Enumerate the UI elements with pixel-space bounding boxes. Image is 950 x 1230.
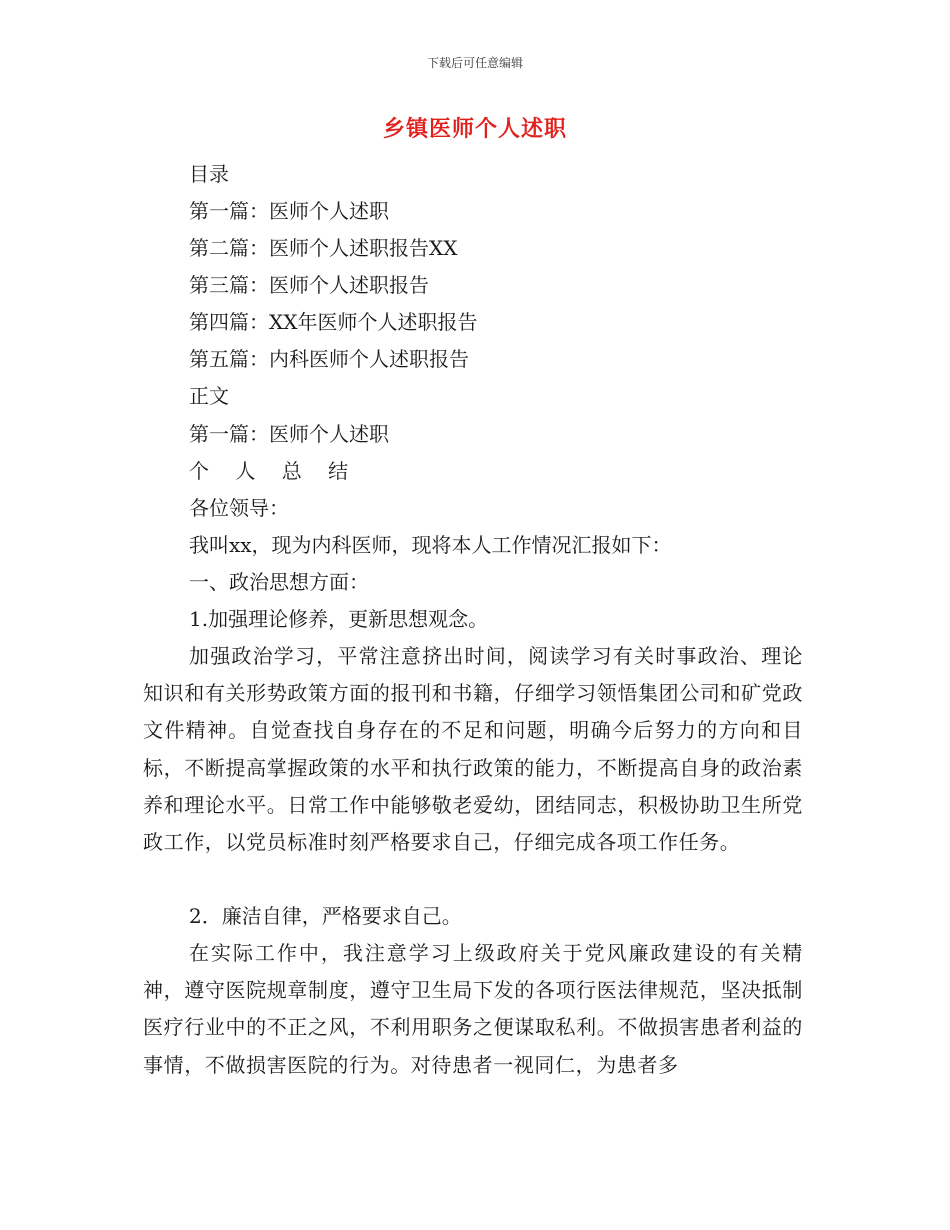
intro-paragraph: 我叫xx，现为内科医师，现将本人工作情况汇报如下：: [189, 533, 672, 557]
point1-heading: 1.加强理论修养，更新思想观念。: [189, 607, 489, 631]
header-note: 下载后可任意编辑: [426, 56, 523, 70]
toc-item-3: 第三篇：医师个人述职报告: [189, 273, 429, 297]
document-title: 乡镇医师个人述职: [382, 116, 567, 142]
part1-heading: 一、政治思想方面：: [189, 570, 369, 594]
point2-paragraph: 在实际工作中，我注意学习上级政府关于党风廉政建设的有关精神，遵守医院规章制度，遵守卫生局下发的各项行医法律规范，坚决抵制医疗行业中的不正之风，不利用职务之便谋取私利。不做损害患者利益的事情，不做损害医院的行为。对待患者一视同仁，为患者多: [143, 941, 803, 1077]
toc-item-2: 第二篇：医师个人述职报告XX: [189, 236, 458, 260]
section-label: 正文: [189, 384, 229, 408]
article-title: 第一篇：医师个人述职: [189, 422, 389, 446]
toc-item-5: 第五篇：内科医师个人述职报告: [189, 347, 469, 371]
toc-item-1: 第一篇：医师个人述职: [189, 199, 389, 223]
point1-paragraph: 加强政治学习，平常注意挤出时间，阅读学习有关时事政治、理论知识和有关形势政策方面的报刊和书籍，仔细学习领悟集团公司和矿党政文件精神。自觉查找自身存在的不足和问题，明确今后努力的方向和目标，不断提高掌握政策的水平和执行政策的能力，不断提高自身的政治素养和理论水平。日常工作中能够敬老爱幼，团结同志，积极协助卫生所党政工作，以党员标准时刻严格要求自己，仔细完成各项工作任务。: [143, 644, 803, 855]
toc-heading: 目录: [189, 162, 229, 186]
summary-heading: 个 人 总 结: [189, 459, 359, 483]
salutation: 各位领导：: [189, 496, 289, 520]
toc-item-4: 第四篇：XX年医师个人述职报告: [189, 310, 478, 334]
point2-heading: 2．廉洁自律，严格要求自己。: [189, 904, 462, 928]
